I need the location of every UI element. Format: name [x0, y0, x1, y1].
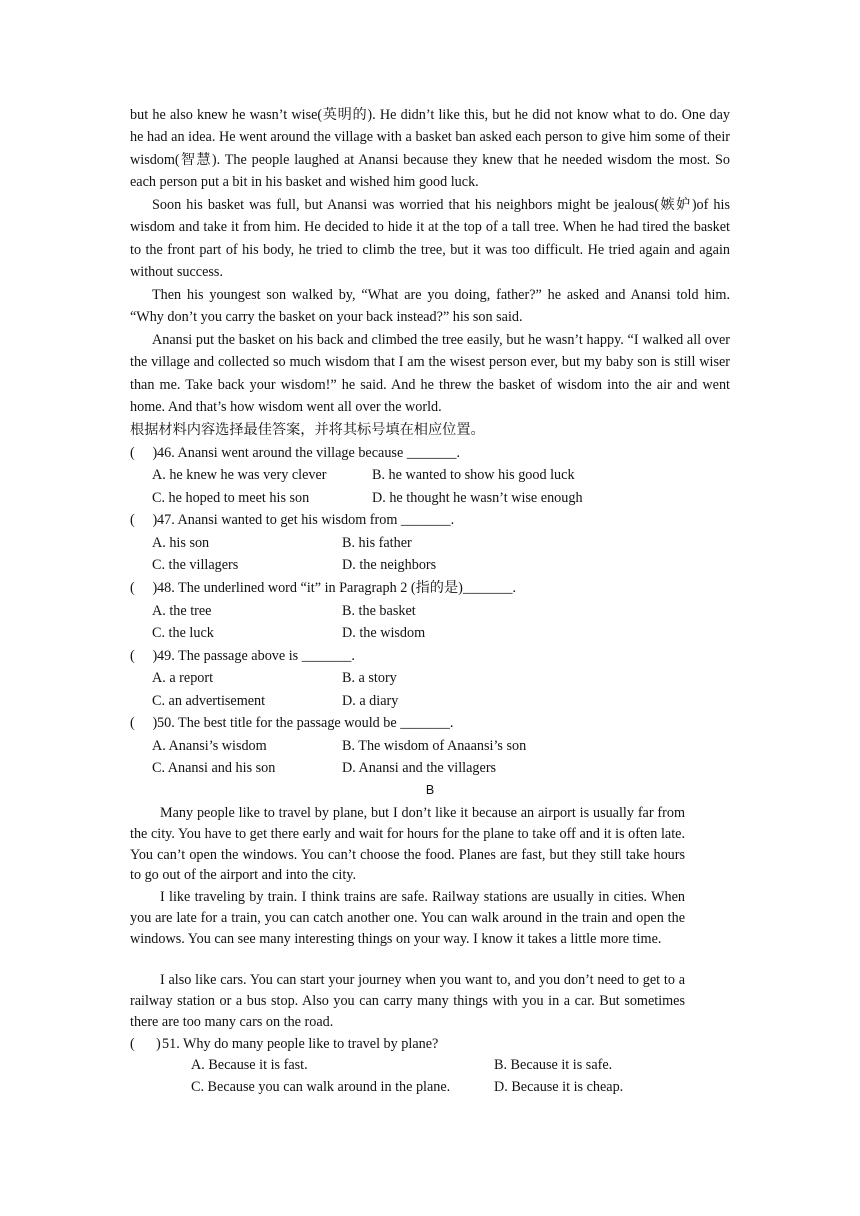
option-50-b: B. The wisdom of Anaansi’s son [342, 738, 527, 754]
answer-blank[interactable]: ( ) [130, 512, 158, 528]
option-49-b: B. a story [342, 670, 397, 686]
option-48-a: A. the tree [152, 603, 212, 619]
question-51 [130, 1033, 438, 1055]
question-48 [130, 577, 516, 599]
instruction-text: 根据材料内容选择最佳答案，并将其标号填在相应位置。 [130, 422, 485, 438]
option-46-c: C. he hoped to meet his son [152, 490, 310, 506]
option-47-b: B. his father [342, 535, 412, 551]
option-46-d: D. he thought he wasn’t wise enough [372, 490, 583, 506]
passage-a-paragraph-2: Soon his basket was full, but Anansi was worried that his neighbors might be jealous(嫉妒)of his wisdom and take it from him. He decided to hide it at the top of a tall tree. When he had tired the basket to the front part of his body, he tried to climb the tree, but it was too difficult. He tried again and again without success. [130, 197, 730, 281]
option-51-c: C. Because you can walk around in the plane. [191, 1079, 451, 1095]
question-49 [130, 645, 355, 667]
passage-b-paragraph-3: I also like cars. You can start your journey when you want to, and you don’t need to get to a railway station or a bus stop. Also you can carry many things with you in a car. But sometimes there are too many cars on the road. [130, 972, 685, 1030]
option-46-b: B. he wanted to show his good luck [372, 467, 575, 483]
option-50-d: D. Anansi and the villagers [342, 760, 497, 776]
answer-blank[interactable]: ( ) [130, 580, 158, 596]
option-50-c: C. Anansi and his son [152, 760, 276, 776]
option-48-c: C. the luck [152, 625, 214, 641]
option-47-c: C. the villagers [152, 557, 239, 573]
section-b-heading: B [425, 783, 435, 797]
option-51-d: D. Because it is cheap. [494, 1079, 624, 1095]
question-text: 48. The underlined word “it” in Paragraph 2 (指的是)_______. [157, 580, 517, 596]
question-text: 51. Why do many people like to travel by plane? [162, 1036, 439, 1052]
option-46-a: A. he knew he was very clever [152, 467, 327, 483]
passage-b-paragraph-1: Many people like to travel by plane, but I don’t like it because an airport is usually far from the city. You have to get there early and wait for hours for the plane to take off and it is often late. You can’t open the windows. You can’t choose the food. Planes are fast, but they still take hours to go out of the airport and into the city. [130, 805, 685, 884]
option-48-b: B. the basket [342, 603, 416, 619]
option-49-c: C. an advertisement [152, 693, 266, 709]
option-47-a: A. his son [152, 535, 210, 551]
question-50 [130, 712, 453, 734]
answer-blank[interactable]: ( ) [130, 715, 158, 731]
option-47-d: D. the neighbors [342, 557, 437, 573]
option-49-d: D. a diary [342, 693, 399, 709]
option-49-a: A. a report [152, 670, 214, 686]
question-text: 49. The passage above is _______. [157, 648, 355, 664]
passage-a-paragraph-3: Then his youngest son walked by, “What are you doing, father?” he asked and Anansi told him. “Why don’t you carry the basket on your back instead?” his son said. [130, 287, 730, 326]
answer-blank[interactable]: ( ) [130, 648, 158, 664]
passage-b-paragraph-2: I like traveling by train. I think trains are safe. Railway stations are usually in cities. When you are late for a train, you can catch another one. You can walk around in the train and open the windows. You can see many interesting things on your way. I know it takes a little more time. [130, 889, 685, 947]
answer-blank[interactable]: ( ) [130, 445, 158, 461]
passage-a-paragraph-1: but he also knew he wasn’t wise(英明的). He didn’t like this, but he did not know what to do. One day he had an idea. He went around the village with a basket ban asked each person to give him some of their wisdom(智慧). The people laughed at Anansi because they knew that he needed wisdom the most. So each person put a bit in his basket and wished him good luck. [130, 107, 730, 191]
question-46 [130, 442, 460, 464]
answer-blank[interactable]: ( ) [130, 1036, 161, 1052]
option-51-a: A. Because it is fast. [191, 1057, 308, 1073]
question-text: 46. Anansi went around the village because _______. [157, 445, 460, 461]
question-47 [130, 509, 454, 531]
option-50-a: A. Anansi’s wisdom [152, 738, 267, 754]
option-51-b: B. Because it is safe. [494, 1057, 613, 1073]
option-48-d: D. the wisdom [342, 625, 426, 641]
question-text: 47. Anansi wanted to get his wisdom from _______. [157, 512, 455, 528]
question-text: 50. The best title for the passage would be _______. [157, 715, 454, 731]
passage-a-paragraph-4: Anansi put the basket on his back and climbed the tree easily, but he wasn’t happy. “I walked all over the village and collected so much wisdom that I am the wisest person ever, but my baby son is still wiser than me. Take back your wisdom!” he said. And he threw the basket of wisdom into the air and went home. And that’s how wisdom went all over the world. [130, 332, 730, 416]
